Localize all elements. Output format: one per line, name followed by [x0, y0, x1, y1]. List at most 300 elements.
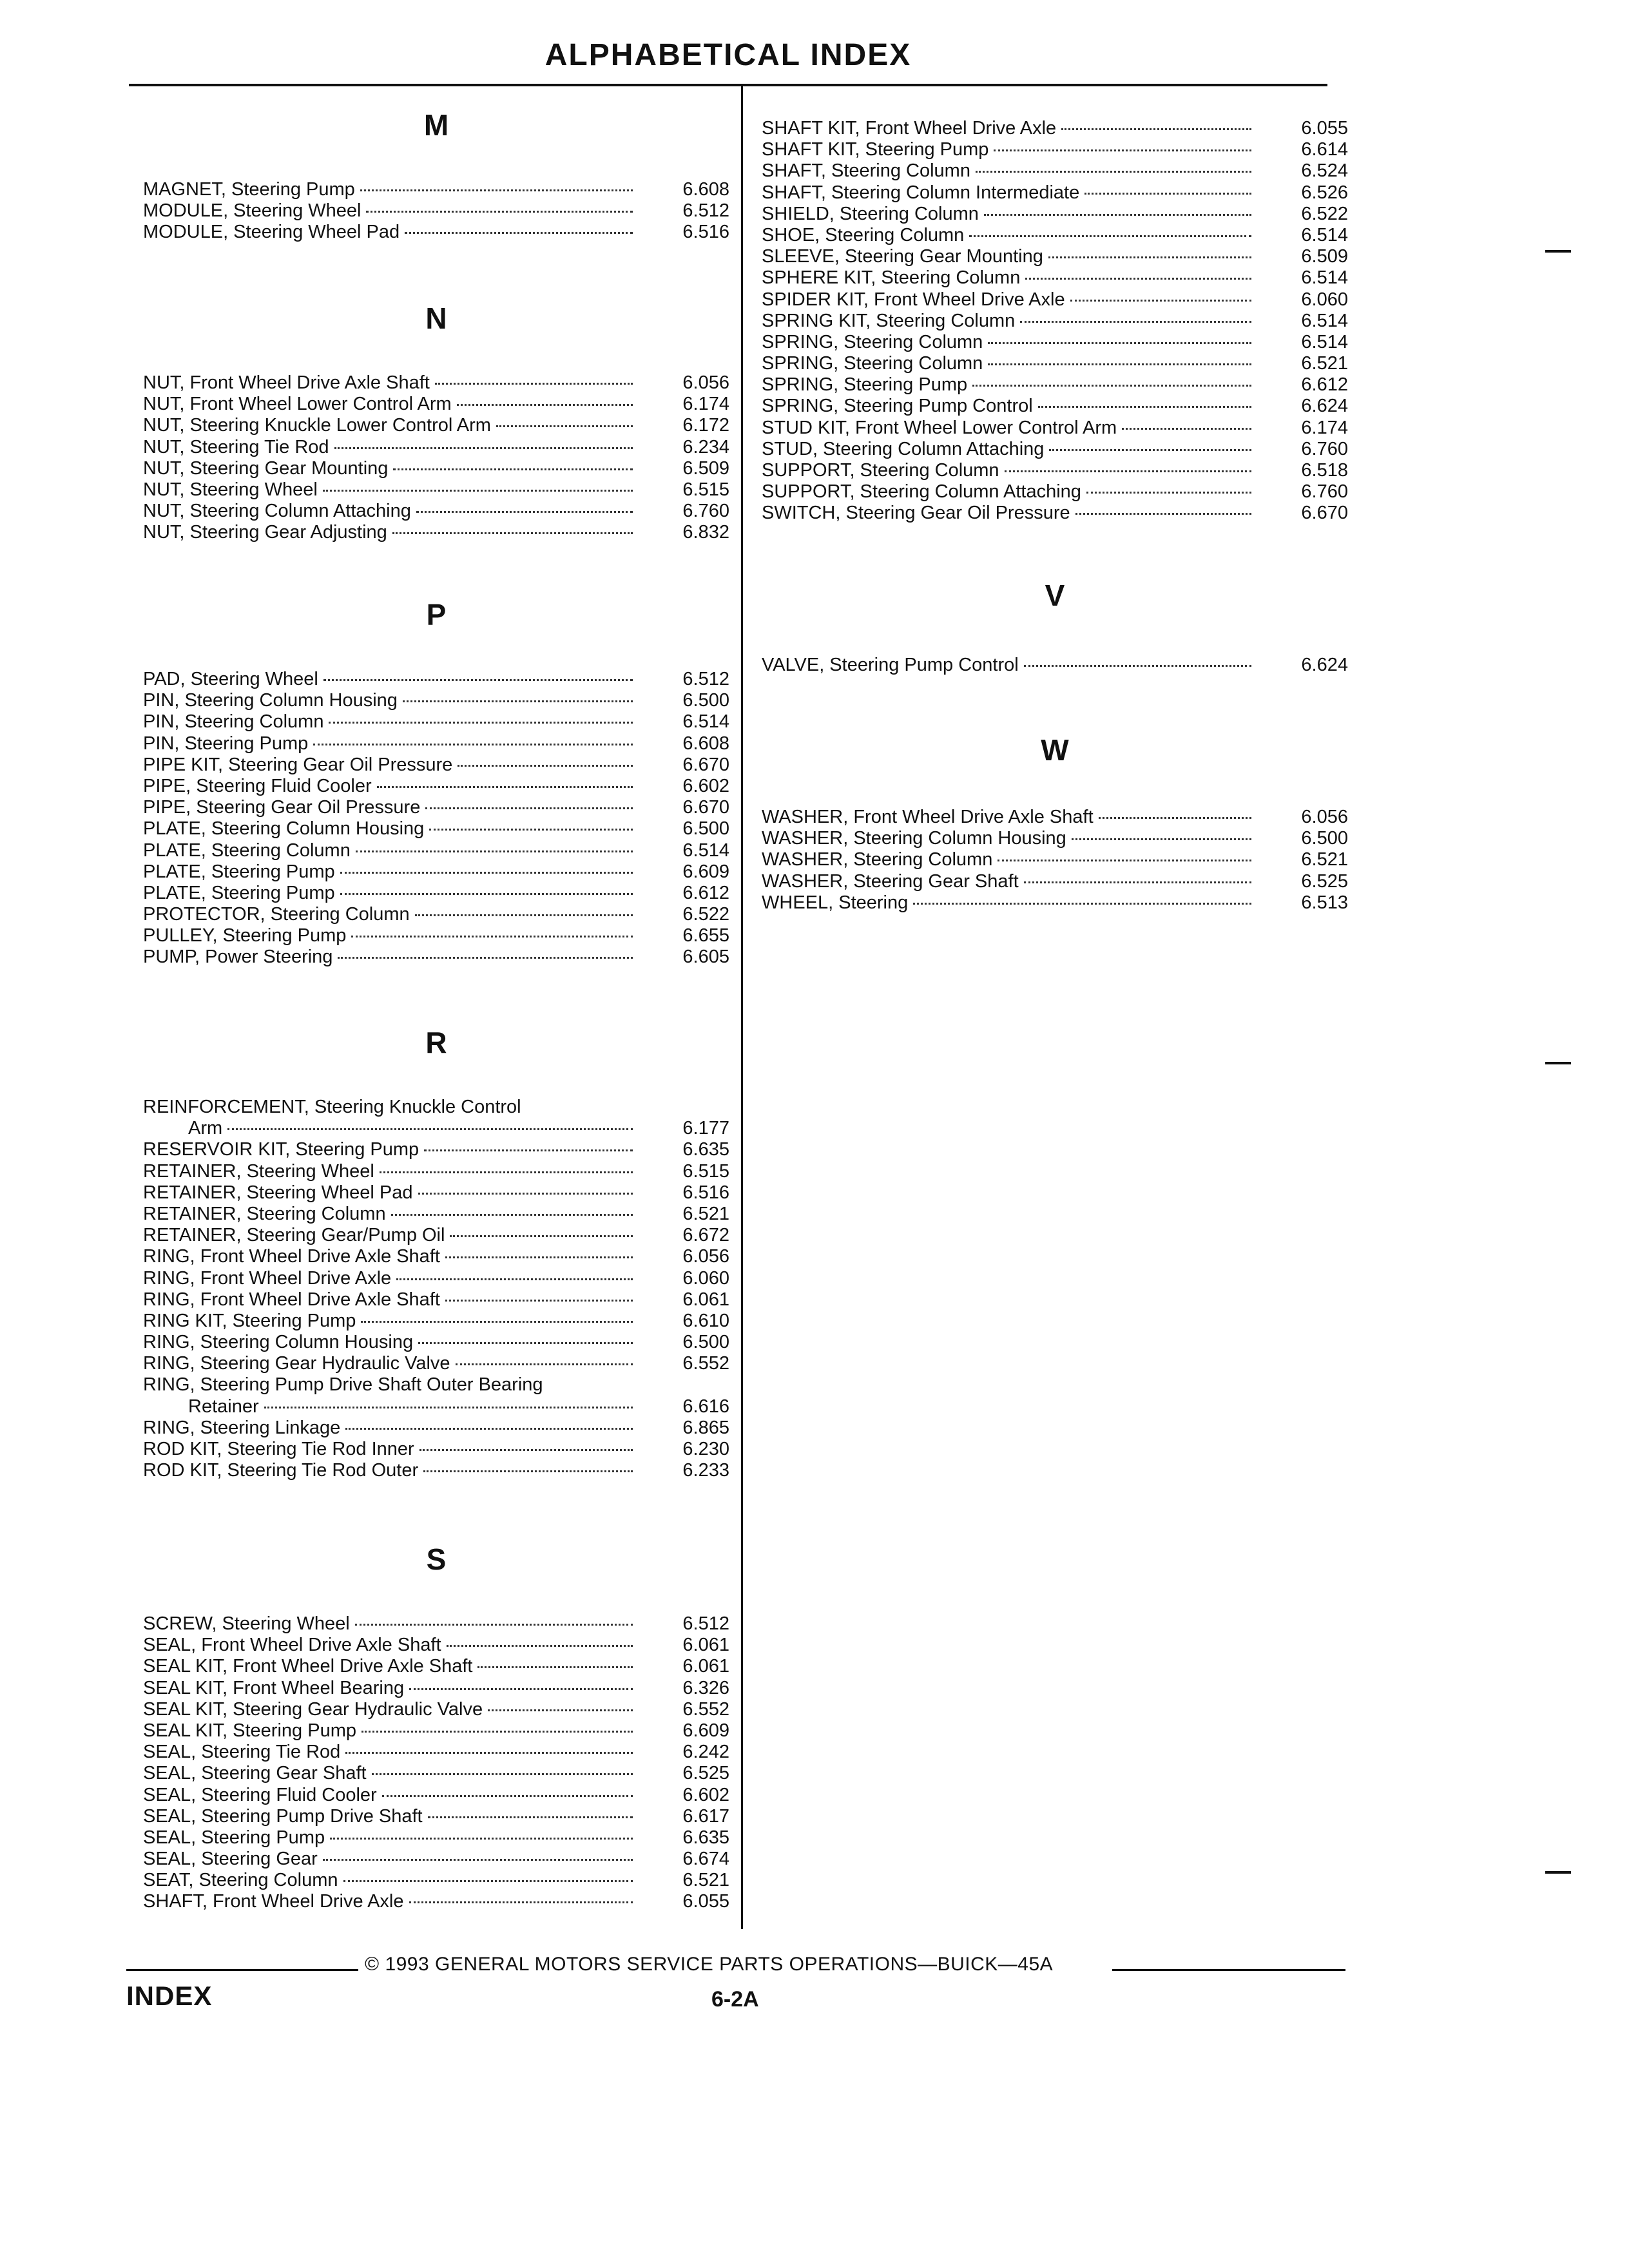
- entry-name: NUT, Steering Column Attaching: [143, 501, 411, 522]
- dot-leader: [976, 171, 1251, 173]
- index-entry: [143, 501, 729, 522]
- entry-name: WASHER, Steering Column Housing: [762, 828, 1066, 849]
- dot-leader: [418, 1193, 633, 1195]
- entry-page-number: 6.056: [682, 372, 729, 393]
- entry-page-number: 6.230: [682, 1439, 729, 1459]
- edge-mark: [1545, 1062, 1571, 1064]
- entry-list: [143, 372, 729, 544]
- footer-section-label: INDEX: [126, 1981, 213, 2011]
- entry-name: WASHER, Steering Column: [762, 849, 993, 870]
- entry-page-number: 6.174: [682, 394, 729, 415]
- title-divider: [129, 84, 1327, 86]
- entry-page-number: 6.614: [1301, 139, 1348, 160]
- dot-leader: [445, 1300, 633, 1302]
- dot-leader: [264, 1407, 633, 1408]
- entry-page-number: 6.509: [682, 457, 729, 479]
- entry-name: SHAFT, Front Wheel Drive Axle: [143, 1891, 404, 1912]
- index-entry: [143, 1332, 729, 1353]
- dot-leader: [313, 744, 633, 745]
- index-entry: [143, 415, 729, 436]
- index-entry: [143, 883, 729, 904]
- entry-page-number: 6.500: [682, 818, 729, 840]
- index-entry: [143, 1785, 729, 1806]
- dot-leader: [496, 425, 633, 427]
- index-entry: [762, 849, 1348, 870]
- entry-name: NUT, Steering Gear Mounting: [143, 457, 389, 479]
- entry-page-number: 6.552: [682, 1698, 729, 1720]
- section-r: [143, 1019, 729, 1481]
- entry-name: SPHERE KIT, Steering Column: [762, 267, 1021, 289]
- dot-leader: [1049, 449, 1251, 451]
- entry-name: ROD KIT, Steering Tie Rod Outer: [143, 1460, 419, 1481]
- entry-name: PIN, Steering Column Housing: [143, 690, 398, 711]
- entry-page-number: 6.514: [1301, 224, 1348, 245]
- column-divider: [741, 86, 743, 1929]
- index-entry: [143, 1720, 729, 1742]
- dot-leader: [988, 363, 1251, 365]
- dot-leader: [988, 342, 1251, 344]
- index-entry: [143, 947, 729, 968]
- entry-name: SEAL, Steering Gear: [143, 1849, 318, 1870]
- entry-page-number: 6.617: [682, 1805, 729, 1827]
- dot-leader: [393, 468, 633, 470]
- dot-leader: [418, 1342, 633, 1344]
- dot-leader: [409, 1688, 633, 1690]
- dot-leader: [456, 1363, 633, 1365]
- entry-name: RING, Steering Column Housing: [143, 1332, 414, 1353]
- dot-leader: [1048, 256, 1251, 258]
- entry-page-number: 6.608: [682, 733, 729, 754]
- index-entry: [143, 1699, 729, 1720]
- dot-leader: [405, 232, 633, 234]
- entry-name: RING, Steering Pump Drive Shaft Outer Bearing: [143, 1374, 543, 1396]
- dot-leader: [457, 404, 633, 406]
- dot-leader: [396, 1278, 633, 1280]
- dot-leader: [445, 1256, 633, 1258]
- index-entry: [143, 1289, 729, 1311]
- entry-name: WHEEL, Steering: [762, 892, 909, 913]
- entry-name: NUT, Steering Tie Rod: [143, 436, 329, 457]
- entry-page-number: 6.612: [1301, 374, 1348, 396]
- entry-page-number: 6.500: [1301, 828, 1348, 849]
- section-letter: S: [426, 1542, 447, 1576]
- index-entry: [762, 460, 1348, 481]
- entry-name: ROD KIT, Steering Tie Rod Inner: [143, 1439, 414, 1459]
- entry-page-number: 6.061: [682, 1289, 729, 1310]
- dot-leader: [351, 936, 633, 937]
- entry-page-number: 6.610: [682, 1310, 729, 1331]
- index-entry: [762, 655, 1348, 676]
- dot-leader: [984, 214, 1251, 216]
- dot-leader: [1024, 881, 1251, 883]
- section-letter: M: [423, 108, 449, 142]
- entry-name: REINFORCEMENT, Steering Knuckle Control: [143, 1097, 521, 1117]
- entry-page-number: 6.760: [682, 501, 729, 522]
- entry-name: NUT, Front Wheel Lower Control Arm: [143, 394, 452, 415]
- entry-page-number: 6.515: [682, 479, 729, 500]
- entry-page-number: 6.055: [1301, 118, 1348, 139]
- index-entry: [143, 1396, 729, 1418]
- entry-page-number: 6.514: [682, 840, 729, 861]
- index-entry: [143, 797, 729, 818]
- entry-name: PLATE, Steering Pump: [143, 882, 335, 903]
- entry-page-number: 6.060: [682, 1267, 729, 1289]
- dot-leader: [391, 1214, 633, 1216]
- entry-name: Arm: [188, 1118, 223, 1139]
- index-entry: [762, 892, 1348, 914]
- entry-page-number: 6.512: [682, 1613, 729, 1634]
- index-entry: [143, 1742, 729, 1763]
- entry-name: RETAINER, Steering Wheel: [143, 1160, 374, 1182]
- index-entry: [143, 1656, 729, 1677]
- dot-leader: [323, 679, 633, 681]
- section-w: [762, 727, 1348, 914]
- entry-page-number: 6.525: [682, 1763, 729, 1784]
- index-entry: [762, 139, 1348, 160]
- index-entry: [762, 267, 1348, 289]
- index-entry: [762, 481, 1348, 503]
- footer-rule-left: [126, 1969, 358, 1971]
- index-entry: [143, 222, 729, 243]
- entry-name: SHAFT, Steering Column Intermediate: [762, 182, 1080, 203]
- index-entry: [143, 669, 729, 690]
- entry-page-number: 6.234: [682, 436, 729, 457]
- entry-page-number: 6.326: [682, 1677, 729, 1698]
- entry-page-number: 6.060: [1301, 289, 1348, 310]
- dot-leader: [1020, 321, 1251, 323]
- entry-page-number: 6.832: [682, 522, 729, 543]
- index-entry: [143, 1763, 729, 1784]
- index-entry: [143, 437, 729, 458]
- entry-name: RETAINER, Steering Column: [143, 1203, 386, 1224]
- entry-name: SPRING, Steering Pump: [762, 374, 968, 396]
- index-entry: [143, 1870, 729, 1891]
- index-entry: [762, 828, 1348, 849]
- dot-leader: [377, 786, 633, 788]
- dot-leader: [435, 383, 633, 385]
- index-entry: [143, 1891, 729, 1912]
- entry-name: SEAL KIT, Front Wheel Drive Axle Shaft: [143, 1656, 473, 1677]
- entry-name: SHOE, Steering Column: [762, 224, 965, 245]
- dot-leader: [323, 1859, 633, 1861]
- entry-name: WASHER, Steering Gear Shaft: [762, 870, 1019, 892]
- dot-leader: [423, 1470, 633, 1472]
- dot-leader: [360, 189, 633, 191]
- dot-leader: [361, 1321, 633, 1323]
- dot-leader: [345, 1428, 633, 1430]
- entry-page-number: 6.635: [682, 1827, 729, 1848]
- entry-page-number: 6.760: [1301, 481, 1348, 503]
- edge-mark: [1545, 250, 1571, 253]
- section-m: [143, 102, 729, 244]
- dot-leader: [1122, 428, 1251, 430]
- dot-leader: [361, 1731, 633, 1733]
- entry-name: STUD, Steering Column Attaching: [762, 438, 1045, 459]
- entry-name: SHAFT KIT, Steering Pump: [762, 139, 989, 160]
- index-entry: [143, 1118, 729, 1139]
- entry-name: SEAL KIT, Steering Gear Hydraulic Valve: [143, 1698, 483, 1720]
- entry-page-number: 6.672: [682, 1225, 729, 1246]
- entry-page-number: 6.521: [682, 1870, 729, 1891]
- index-entry: [143, 1139, 729, 1160]
- entry-name: PULLEY, Steering Pump: [143, 925, 347, 947]
- dot-leader: [392, 532, 633, 534]
- dot-leader: [972, 385, 1251, 387]
- entry-page-number: 6.602: [682, 775, 729, 796]
- dot-leader: [477, 1666, 633, 1668]
- entry-page-number: 6.624: [1301, 396, 1348, 417]
- entry-page-number: 6.056: [1301, 807, 1348, 827]
- dot-leader: [330, 1838, 633, 1840]
- entry-page-number: 6.655: [682, 925, 729, 947]
- entry-name: MODULE, Steering Wheel Pad: [143, 222, 400, 243]
- entry-name: PAD, Steering Wheel: [143, 669, 318, 689]
- entry-page-number: 6.512: [682, 669, 729, 689]
- entry-name: RING, Steering Gear Hydraulic Valve: [143, 1353, 450, 1374]
- dot-leader: [1024, 665, 1251, 667]
- entry-page-number: 6.605: [682, 947, 729, 968]
- index-entry: [762, 332, 1348, 353]
- dot-leader: [340, 893, 633, 895]
- entry-list: [762, 118, 1348, 524]
- entry-list: [143, 179, 729, 244]
- index-entry: [762, 871, 1348, 892]
- dot-leader: [488, 1709, 633, 1711]
- entry-page-number: 6.602: [682, 1784, 729, 1805]
- entry-name: PLATE, Steering Column: [143, 840, 351, 861]
- entry-page-number: 6.174: [1301, 417, 1348, 438]
- entry-list: [143, 1613, 729, 1913]
- entry-name: SPRING KIT, Steering Column: [762, 310, 1016, 331]
- entry-page-number: 6.242: [682, 1742, 729, 1763]
- entry-page-number: 6.670: [1301, 503, 1348, 524]
- dot-leader: [424, 1149, 633, 1151]
- entry-name: SPRING, Steering Column: [762, 353, 983, 374]
- index-entry: [143, 458, 729, 479]
- index-entry: [143, 711, 729, 733]
- dot-leader: [380, 1171, 633, 1173]
- dot-leader: [458, 765, 633, 767]
- entry-page-number: 6.177: [682, 1118, 729, 1139]
- dot-leader: [969, 235, 1251, 237]
- entry-name: SPRING, Steering Column: [762, 331, 983, 352]
- entry-name: PIPE, Steering Gear Oil Pressure: [143, 797, 421, 818]
- index-entry: [143, 1246, 729, 1267]
- entry-name: NUT, Front Wheel Drive Axle Shaft: [143, 372, 430, 393]
- entry-name: SEAL, Steering Pump Drive Shaft: [143, 1805, 423, 1827]
- entry-name: SUPPORT, Steering Column Attaching: [762, 481, 1081, 503]
- entry-page-number: 6.522: [682, 904, 729, 925]
- entry-page-number: 6.526: [1301, 182, 1348, 203]
- section-p: [143, 591, 729, 968]
- entry-name: PROTECTOR, Steering Column: [143, 904, 410, 925]
- index-entry: [143, 840, 729, 861]
- entry-page-number: 6.670: [682, 754, 729, 775]
- entry-page-number: 6.521: [1301, 849, 1348, 870]
- entry-name: Retainer: [188, 1396, 259, 1417]
- entry-page-number: 6.624: [1301, 655, 1348, 675]
- entry-page-number: 6.514: [1301, 267, 1348, 289]
- entry-page-number: 6.616: [682, 1396, 729, 1417]
- index-entry: [762, 204, 1348, 225]
- entry-name: SLEEVE, Steering Gear Mounting: [762, 246, 1043, 267]
- dot-leader: [1075, 513, 1251, 515]
- index-entry: [143, 1204, 729, 1225]
- dot-leader: [425, 807, 633, 809]
- entry-page-number: 6.612: [682, 882, 729, 903]
- index-entry: [143, 861, 729, 883]
- index-entry: [762, 396, 1348, 417]
- entry-name: SEAT, Steering Column: [143, 1870, 338, 1891]
- entry-page-number: 6.674: [682, 1849, 729, 1870]
- entry-name: PLATE, Steering Pump: [143, 861, 335, 882]
- dot-leader: [345, 1752, 633, 1754]
- section-letter: N: [425, 302, 447, 335]
- entry-page-number: 6.061: [682, 1635, 729, 1656]
- entry-name: SEAL, Steering Tie Rod: [143, 1742, 341, 1763]
- index-entry: [143, 1161, 729, 1182]
- dot-leader: [994, 149, 1251, 151]
- entry-name: RING, Steering Linkage: [143, 1417, 341, 1438]
- dot-leader: [1070, 300, 1251, 302]
- entry-name: SHIELD, Steering Column: [762, 203, 979, 224]
- index-entry: [143, 1678, 729, 1699]
- entry-name: SPIDER KIT, Front Wheel Drive Axle: [762, 289, 1065, 310]
- index-entry: [143, 1353, 729, 1374]
- entry-page-number: 6.233: [682, 1460, 729, 1481]
- index-entry: [762, 118, 1348, 139]
- index-entry: [762, 246, 1348, 267]
- entry-page-number: 6.552: [682, 1353, 729, 1374]
- entry-list: [143, 1097, 729, 1481]
- entry-page-number: 6.524: [1301, 160, 1348, 182]
- entry-name: SEAL, Steering Pump: [143, 1827, 325, 1848]
- entry-name: RING, Front Wheel Drive Axle Shaft: [143, 1246, 440, 1267]
- entry-page-number: 6.670: [682, 797, 729, 818]
- footer-copyright: © 1993 GENERAL MOTORS SERVICE PARTS OPERATIONS—BUICK—45A: [365, 1954, 1054, 1975]
- index-entry: [143, 818, 729, 840]
- index-entry: [143, 904, 729, 925]
- entry-page-number: 6.521: [1301, 353, 1348, 374]
- entry-name: RING, Front Wheel Drive Axle: [143, 1267, 392, 1289]
- entry-page-number: 6.055: [682, 1891, 729, 1912]
- entry-name: RING, Front Wheel Drive Axle Shaft: [143, 1289, 440, 1310]
- index-entry: [143, 1182, 729, 1204]
- entry-page-number: 6.056: [682, 1246, 729, 1267]
- index-entry: [762, 182, 1348, 204]
- dot-leader: [372, 1773, 633, 1775]
- entry-name: SCREW, Steering Wheel: [143, 1613, 350, 1634]
- section-s-continued: [762, 118, 1348, 524]
- entry-name: PIN, Steering Column: [143, 711, 324, 733]
- entry-list: [762, 655, 1348, 676]
- index-entry: [143, 179, 729, 200]
- entry-name: RETAINER, Steering Wheel Pad: [143, 1182, 413, 1203]
- index-entry: [762, 418, 1348, 439]
- entry-list: [143, 669, 729, 968]
- entry-name: RETAINER, Steering Gear/Pump Oil: [143, 1225, 445, 1246]
- index-entry: [143, 1268, 729, 1289]
- dot-leader: [1084, 193, 1251, 195]
- entry-name: SWITCH, Steering Gear Oil Pressure: [762, 503, 1070, 524]
- index-entry: [143, 1827, 729, 1849]
- dot-leader: [343, 1880, 633, 1882]
- entry-name: PLATE, Steering Column Housing: [143, 818, 425, 840]
- dot-leader: [450, 1235, 633, 1237]
- dot-leader: [1005, 470, 1251, 472]
- index-entry: [143, 754, 729, 776]
- entry-name: SHAFT KIT, Front Wheel Drive Axle: [762, 118, 1057, 139]
- index-entry: [143, 1439, 729, 1460]
- entry-name: WASHER, Front Wheel Drive Axle Shaft: [762, 807, 1094, 827]
- entry-name: NUT, Steering Wheel: [143, 479, 318, 500]
- index-entry: [143, 1613, 729, 1635]
- entry-page-number: 6.516: [682, 1182, 729, 1203]
- dot-leader: [1061, 128, 1251, 130]
- entry-name: MODULE, Steering Wheel: [143, 200, 361, 222]
- entry-page-number: 6.514: [1301, 331, 1348, 352]
- entry-name: PUMP, Power Steering: [143, 947, 333, 968]
- index-entry: [762, 807, 1348, 828]
- dot-leader: [409, 1901, 633, 1903]
- footer-rule-right: [1112, 1969, 1345, 1971]
- entry-page-number: 6.865: [682, 1417, 729, 1438]
- entry-name: PIPE KIT, Steering Gear Oil Pressure: [143, 754, 453, 775]
- index-entry: [143, 925, 729, 947]
- entry-page-number: 6.522: [1301, 203, 1348, 224]
- index-entry: [762, 439, 1348, 460]
- entry-page-number: 6.521: [682, 1203, 729, 1224]
- entry-name: SPRING, Steering Pump Control: [762, 396, 1033, 417]
- entry-page-number: 6.512: [682, 200, 729, 222]
- entry-page-number: 6.515: [682, 1160, 729, 1182]
- index-entry: [143, 1460, 729, 1481]
- entry-name: SEAL KIT, Steering Pump: [143, 1720, 356, 1741]
- entry-page-number: 6.513: [1301, 892, 1348, 913]
- dot-leader: [428, 1816, 633, 1818]
- index-entry: [143, 200, 729, 222]
- entry-name: NUT, Steering Gear Adjusting: [143, 522, 387, 543]
- index-entry: [143, 372, 729, 394]
- index-entry: [143, 776, 729, 797]
- entry-name: PIN, Steering Pump: [143, 733, 309, 754]
- section-letter: R: [425, 1026, 447, 1059]
- entry-list: [762, 807, 1348, 914]
- dot-leader: [403, 700, 633, 702]
- index-entry: [143, 733, 729, 754]
- index-entry: [762, 225, 1348, 246]
- section-n: [143, 295, 729, 544]
- index-entry: [143, 394, 729, 415]
- entry-name: RESERVOIR KIT, Steering Pump: [143, 1139, 419, 1160]
- index-entry: [143, 1418, 729, 1439]
- index-entry: [762, 353, 1348, 374]
- entry-name: PIPE, Steering Fluid Cooler: [143, 775, 372, 796]
- dot-leader: [1038, 406, 1251, 408]
- index-entry: [143, 690, 729, 711]
- index-entry: [762, 311, 1348, 332]
- entry-page-number: 6.061: [682, 1656, 729, 1677]
- index-entry: [143, 1374, 729, 1396]
- index-entry: [762, 374, 1348, 396]
- footer-page-number: 6-2A: [711, 1987, 759, 2012]
- dot-leader: [447, 1645, 633, 1647]
- entry-name: SUPPORT, Steering Column: [762, 460, 999, 481]
- entry-name: RING KIT, Steering Pump: [143, 1310, 356, 1331]
- dot-leader: [366, 211, 633, 213]
- entry-name: MAGNET, Steering Pump: [143, 179, 355, 200]
- section-s: [143, 1536, 729, 1913]
